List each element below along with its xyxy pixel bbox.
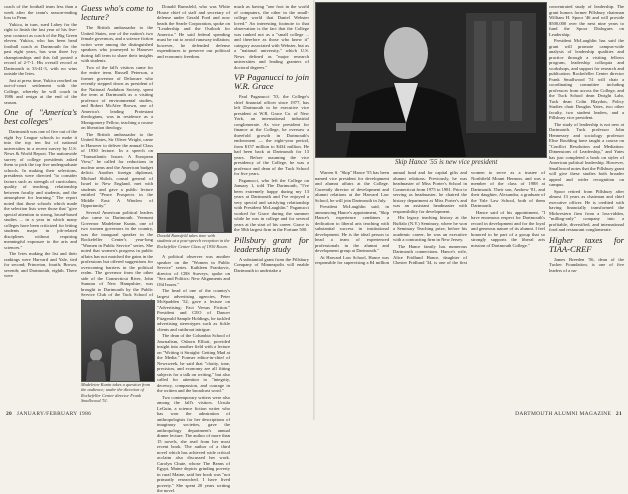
article-paragraph: The head of one of the country's largest advertising agencies, Peter McSpadden '52, gave a lecture on "Advertising: Fact Versus Fiction." President and CEO of Dancer Fitzgerald Sample Holdings, he tackled advertising stereotypes such as fickle clients and cutthroat intrigue. <box>157 288 230 332</box>
page-number: 21 <box>615 411 622 417</box>
article-paragraph: The British ambassador to the United States, Sir Oliver Wright, came to Hanover to deliver the annual Class of 1930 lecture. In a speech on "Transatlantic Issues: A European View," he called for reductions in nuclear arms and the American budget deficit. Another foreign diplomat, Michael Shiloh, consul general of Israel to New England, met with students and gave a public lecture entitled "Peace Prospects in the Middle East: A Window of Opportunity." <box>81 131 153 208</box>
kunin-photo-illustration <box>82 301 154 381</box>
article-paragraph: Several American political leaders also came to Dartmouth. Vermont Governor Madeleine Kunin, one of two women governors in the country, was the inaugural speaker in the Rockefeller Center's year-long "Women in Public Service" series. She noted that women's progress in public affairs has not matched the gains in the professions but offered suggestions for overcoming barriers in the political realm. The governor from the other side of the Connecticut River, John Sununu of New Hampshire, was brought to Dartmouth by the Public Service Club of the Tuck School of <box>81 209 153 297</box>
article-paragraph: Spoor retired from Pillsbury after almost 13 years as chairman and chief executive officer. He is credited with having financially transformed the Midwestern firm from a loss-ridden, "milling-only" company into a profitable, diversified, and international food and restaurant conglomerate. <box>549 188 624 232</box>
article-paragraph: Dartmouth was one of five out of the eight Ivy League schools to make it into the top ten list of national universities in a recent survey by U.S. News & World Report. The nationwide survey of college presidents asked them to pick the top five undergraduate schools. In making their selections, presidents were directed "to consider factors such as strength of curriculum, quality of teaching, relationship between faculty and students, and the atmosphere for learning." The report noted that those schools which made the selection lists were those that "give special attention to strong, broad-based studies ... in a year in which many colleges have been criticized for letting students major in job-related disciplines without requiring meaningful exposure to the arts and sciences." <box>4 129 77 250</box>
left-column-4 <box>234 4 309 409</box>
section-heading: Pillsbury grant for leadership study <box>234 234 309 254</box>
kunin-photo-caption: Madeleine Kunin takes a question from the audience; under the direction of Rockefeller Center director Frank Smallwood '51. <box>81 382 150 403</box>
article-paragraph: At Harvard Law School, Hance was responsible for supervising a $4 million annual fund and for capital gifts and alumni relations. Previously, he was headmaster of Miss Porter's School in Connecticut from 1975 to 1981. Prior to serving as headmaster, he chaired the history department at Miss Porter's and was an assistant headmaster with responsibility for development. <box>315 170 467 265</box>
section-heading: Guess who's come to lecture? <box>81 3 153 22</box>
hance-photo <box>315 2 547 158</box>
article-paragraph: The dean of the Columbia School of Journalism, Osborn Elliott, provided insight into another field with a lecture on "Writing it Straight: Getting Mad at the Media." Former editor-in-chief of Newsweek, he said that "clarity, tone, precision, and economy are all fitting subjects for a talk on writing," but also called for attention to "integrity, decency, compassion, and courage in the written and the broadcast word." <box>157 333 230 393</box>
hance-photo-illustration <box>316 3 546 157</box>
article-paragraph: much as having "one foot in the world of computers, the other in the small-college world that Daniel Webster loved." An interesting footnote to that observation is the fact that the College was ranked not as a "small college ... and therefore as those who knew it" category associated with Webster, but as a "national university," which U.S. News defined as "major research universities and leading granters of doctoral degrees." <box>234 4 309 70</box>
article-paragraph: The British ambassador to the United States, one of the nation's two female governors, and a science fiction writer were among the distinguished speakers who journeyed to Hanover during fall term to share their insights with students. <box>81 25 153 63</box>
article-paragraph: A political observer was another speaker on the "Women in Public Service" series. Kathleen Frankovic, director of CBS Surveys, spoke on "Sex and Politics: New Alignments and Old Issues." <box>157 254 230 287</box>
article-paragraph: Yukica, in turn, sued Lahey for the right to finish the last year of his five-year contract as coach of the Big Green eleven. Yukica, who has been head football coach at Dartmouth for the past eight years, has won three Ivy championships and this fall posted a record of 2-7-1. His overall record at Dartmouth is 33-41-3, with no wins outside the Ivies. <box>4 21 77 76</box>
article-paragraph: A substantial grant from the Pillsbury Company of Minneapolis will enable Dartmouth to undertake a <box>234 256 309 273</box>
article-paragraph: His legacy teaching history at the Buffalo (N.Y.) Seminary, where he won a Seminary Teaching prize, before his academic career, he was an executive with a contracting firm in New Jersey. <box>393 215 467 242</box>
page-number: 20 <box>6 411 13 417</box>
left-folio <box>6 411 91 417</box>
kunin-photo <box>81 300 155 382</box>
article-paragraph: The study of leadership is not new at Dartmouth. Tuck professor John Hennessey and sociology professor Elise Boulding have taught a course on "Conflict Resolution and Mediation: Dimensions of Leadership," and Yates has just completed a book on styles of American political leadership. However, Smallwood notes that the Pillsbury grant will give these studies both broader appeal and wider recognition on campus. <box>549 121 624 187</box>
rumsfeld-photo <box>157 153 232 233</box>
article-paragraph: Two contemporary writers were also among the fall's visitors. Ursula LeGuin, a science fiction writer who has won the admiration of anthropologists for her descriptions of imaginary societies, gave the anthropology department's annual dinner lecture. The author of more than 15 novels, she read from her most recent book. The author of a third novel which has achieved wide critical acclaim also discussed her work. Carolyn Chute, whose The Beans of Egypt, Maine depicts grinding poverty in rural Maine, said her book was "not primarily researched. I have lived poverty." She spent 20 years writing the novel. <box>157 394 230 493</box>
article-paragraph: Warren S. "Skip" Hance '55 has been named vice president for development and alumni affairs at the College. Currently director of development and alumni relations at the Harvard Law School, he will join Dartmouth in July. <box>315 170 389 203</box>
article-paragraph: Paganucci, who left the College on January 1, told The Dartmouth, "I've been extremely happy during my 13 years at Dartmouth and I've enjoyed a very special and satisfying relationship with President McLaughlin." Paganucci worked for Grace during the summer while he was in college and for several years at the start of his career. Grace is the 58th largest firm in the Fortune 500. <box>234 177 309 232</box>
rumsfeld-photo-caption: Donald Rumsfeld takes time with students at a post-speech reception in the Rockefeller Center Class of 1930 Room. <box>157 233 230 249</box>
article-paragraph: Donald Rumsfeld, who was White House chief of staff and secretary of defense under Gerald Ford and now heads the Searle Corporation, spoke on "Leadership and the Outlook for America." He said federal spending must be cut to avoid runaway inflation; however, he defended defense expenditures to preserve our political and economic freedom. <box>157 4 230 59</box>
rumsfeld-photo-illustration <box>158 154 231 232</box>
issue-date: JANUARY/FEBRUARY 1986 <box>16 411 92 417</box>
article-paragraph: The Ivies making the list and their rankings were Harvard and Yale, tied for second; Princeton, fourth; Brown, seventh; and Dartmouth, eighth. There were <box>4 251 77 278</box>
article-paragraph: James Breeden '56, dean of the Tucker Foundation, is one of five leaders of a na- <box>549 256 624 273</box>
section-heading: VP Paganucci to join W.R. Grace <box>234 72 309 91</box>
section-heading: One of "America's best colleges" <box>4 107 77 126</box>
publication-name: DARTMOUTH ALUMNI MAGAZINE <box>515 411 612 417</box>
right-column-6 <box>549 4 624 409</box>
article-paragraph: Paul Paganucci '53, the College's chief financial officer since 1977, has left Dartmouth to be executive vice president at W.R. Grace Co. of New York, an international industrial conglomerate. As vice president for finance at the College, he oversaw a threefold growth in Dartmouth's endowment — the eight-year period, from $157 million to $434 million. He had been back at Dartmouth for 13 years. Before assuming the vice presidency of the College, he was a professor and dean of the Tuck School for five years. <box>234 94 309 176</box>
article-paragraph: President McLaughlin said, in announcing Hance's appointment, "Skip Hance's experience combines a dedication to liberal arts teaching with substantial success in institutional development. He is the ideal person to head a team of experienced professionals in the alumni and development group at Dartmouth." <box>315 204 389 253</box>
article-paragraph: Just at press time, Yukica reached an out-of-court settlement with the College, whereby he will coach in 1986 and resign at the end of the season. <box>4 77 77 105</box>
section-heading: Higher taxes for TIAA-CREF <box>549 234 624 254</box>
article-paragraph: concentrated study of leadership. The grant honors former Pillsbury chairman William H. Spoor '46 and will provide $500,000 over the next nine years to fund the Spoor Dialogues on Leadership. <box>549 4 624 37</box>
left-column-3-bottom <box>157 254 230 493</box>
article-paragraph: Hance said of his appointment, "I have enormous respect for Dartmouth's record in development and for the loyal and generous nature of its alumni. I feel honored to be part of a group that so strongly supports the liberal arts mission of Dartmouth College." <box>471 209 545 248</box>
article-paragraph: The Hance family has numerous Dartmouth connections. Hance's wife, Alice Fridlund Hance, daughter of Chester Fridlund '34, is one of the first women to serve as a trustee of Northfield Mount Hermon, and was a member of the class of 1988 at Dartmouth. Their son, Andrew '81, and their daughter, Alexandra, a graduate of the Yale Law School, both of them Dartmouth. <box>393 170 545 265</box>
article-paragraph: coach of the football team less than a week after the team's season-ending loss to Penn. <box>4 4 77 20</box>
left-column-3-top <box>157 4 230 152</box>
article-paragraph: Two of the fall's visitors came for the entire term. Russell Peterson, a former governor of Delaware who recently stepped down as president of the National Audubon Society, spent the term at Dartmouth as a visiting professor of environmental studies, and Robert McAfee Brown, one of America's leading Protestant theologians, was in residence as a Montgomery Fellow, teaching a course on liberation theology. <box>81 64 153 130</box>
right-folio <box>515 411 622 417</box>
article-paragraph: President McLaughlin has said the grant will promote campus-wide analysis of leadership qualities and practice through a visiting fellows program, leadership colloquia and workshops, and support for research and publication. Rockefeller Center director Frank Smallwood '51 will chair a coordinating committee including professors from across the College, and the Tuck School dean Dwight Lahr, Tuck dean Colin Blaydon, Policy Studies chair Douglas Yates, two other faculty, two student leaders, and a Pillsbury vice president. <box>549 38 624 120</box>
right-column-5 <box>315 170 545 405</box>
left-column-1 <box>4 4 77 409</box>
hance-photo-caption: Skip Hance '55 is new vice president <box>395 158 498 166</box>
